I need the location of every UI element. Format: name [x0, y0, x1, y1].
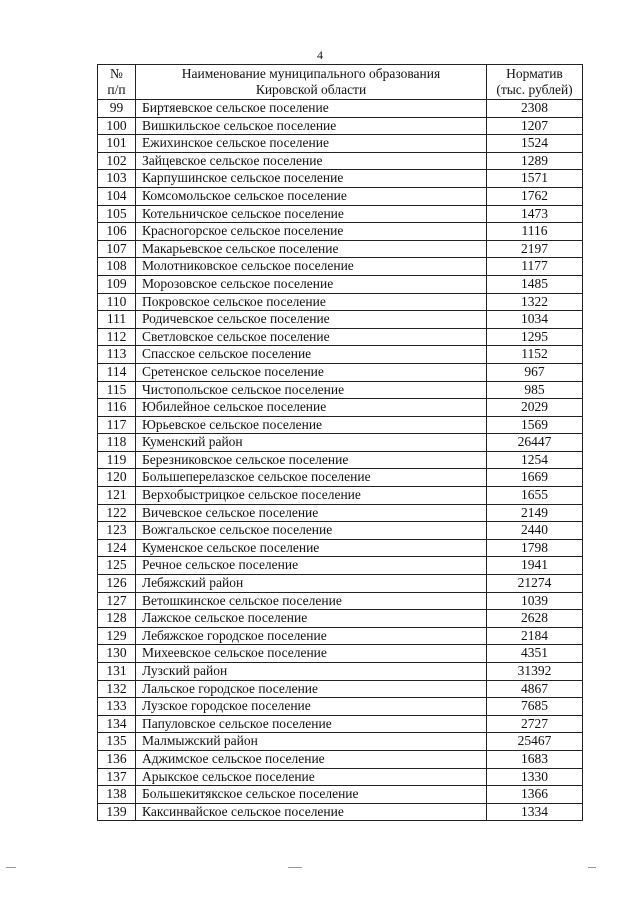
row-value: 1524 [487, 135, 583, 153]
row-value: 25467 [487, 733, 583, 751]
row-name: Куменский район [136, 434, 487, 452]
row-name: Юбилейное сельское поселение [136, 399, 487, 417]
row-number: 107 [98, 240, 136, 258]
row-value: 1683 [487, 750, 583, 768]
table-row [98, 100, 583, 118]
table-row [98, 434, 583, 452]
row-name: Комсомольское сельское поселение [136, 187, 487, 205]
row-number: 137 [98, 768, 136, 786]
row-name: Папуловское сельское поселение [136, 715, 487, 733]
row-name: Макарьевское сельское поселение [136, 240, 487, 258]
row-value: 4351 [487, 645, 583, 663]
row-name: Большеперелазское сельское поселение [136, 469, 487, 487]
header-name-text: Наименование муниципального образования Кировской области [181, 66, 441, 97]
row-value: 4867 [487, 680, 583, 698]
row-name: Чистопольское сельское поселение [136, 381, 487, 399]
page-number: 4 [317, 48, 323, 62]
row-number: 109 [98, 275, 136, 293]
row-value: 1207 [487, 117, 583, 135]
row-value: 31392 [487, 663, 583, 681]
table-row [98, 592, 583, 610]
row-number: 139 [98, 803, 136, 821]
table-row [98, 768, 583, 786]
row-name: Котельничское сельское поселение [136, 205, 487, 223]
row-value: 1798 [487, 539, 583, 557]
table-body [98, 100, 583, 821]
table-row [98, 223, 583, 241]
row-value: 967 [487, 363, 583, 381]
table-row [98, 152, 583, 170]
row-number: 110 [98, 293, 136, 311]
row-number: 133 [98, 698, 136, 716]
row-number: 101 [98, 135, 136, 153]
row-number: 120 [98, 469, 136, 487]
row-number: 132 [98, 680, 136, 698]
scan-speck-right [588, 867, 596, 868]
table-row [98, 645, 583, 663]
row-name: Лажское сельское поселение [136, 610, 487, 628]
row-value: 1116 [487, 223, 583, 241]
row-name: Вожгальское сельское поселение [136, 522, 487, 540]
row-value: 1655 [487, 487, 583, 505]
table-row [98, 803, 583, 821]
row-value: 1485 [487, 275, 583, 293]
table-row [98, 293, 583, 311]
row-name: Лебяжское городское поселение [136, 627, 487, 645]
scan-speck-center [288, 867, 302, 868]
row-name: Биртяевское сельское поселение [136, 100, 487, 118]
table-row [98, 399, 583, 417]
row-value: 1569 [487, 416, 583, 434]
row-name: Юрьевское сельское поселение [136, 416, 487, 434]
table-row [98, 311, 583, 329]
row-number: 127 [98, 592, 136, 610]
row-name: Березниковское сельское поселение [136, 451, 487, 469]
row-value: 2440 [487, 522, 583, 540]
row-number: 135 [98, 733, 136, 751]
table-row [98, 610, 583, 628]
row-name: Арыкское сельское поселение [136, 768, 487, 786]
row-value: 1034 [487, 311, 583, 329]
row-value: 1571 [487, 170, 583, 188]
row-name: Лузское городское поселение [136, 698, 487, 716]
row-name: Родичевское сельское поселение [136, 311, 487, 329]
table-row [98, 733, 583, 751]
table-row [98, 504, 583, 522]
table-row [98, 750, 583, 768]
row-value: 1254 [487, 451, 583, 469]
header-normative-text: Норматив (тыс. рублей) [496, 66, 573, 97]
row-value: 2628 [487, 610, 583, 628]
row-name: Лузский район [136, 663, 487, 681]
table-row [98, 575, 583, 593]
table-row [98, 469, 583, 487]
row-name: Молотниковское сельское поселение [136, 258, 487, 276]
table-row [98, 187, 583, 205]
row-name: Морозовское сельское поселение [136, 275, 487, 293]
row-number: 115 [98, 381, 136, 399]
row-value: 2029 [487, 399, 583, 417]
header-normative [487, 65, 583, 100]
row-name: Каксинвайское сельское поселение [136, 803, 487, 821]
row-value: 1322 [487, 293, 583, 311]
table-row [98, 715, 583, 733]
row-value: 2308 [487, 100, 583, 118]
row-number: 108 [98, 258, 136, 276]
row-number: 114 [98, 363, 136, 381]
table-row [98, 680, 583, 698]
row-number: 104 [98, 187, 136, 205]
row-number: 103 [98, 170, 136, 188]
row-number: 124 [98, 539, 136, 557]
row-name: Сретенское сельское поселение [136, 363, 487, 381]
row-number: 105 [98, 205, 136, 223]
table-row [98, 205, 583, 223]
row-value: 1366 [487, 786, 583, 804]
row-name: Вичевское сельское поселение [136, 504, 487, 522]
table-row [98, 381, 583, 399]
table-row [98, 328, 583, 346]
table-row [98, 698, 583, 716]
row-value: 985 [487, 381, 583, 399]
row-value: 1039 [487, 592, 583, 610]
row-value: 2197 [487, 240, 583, 258]
row-number: 100 [98, 117, 136, 135]
row-number: 117 [98, 416, 136, 434]
table-row [98, 663, 583, 681]
table-header-row [98, 65, 583, 100]
row-value: 1177 [487, 258, 583, 276]
row-name: Карпушинское сельское поселение [136, 170, 487, 188]
row-value: 1330 [487, 768, 583, 786]
row-number: 102 [98, 152, 136, 170]
table-row [98, 786, 583, 804]
row-name: Красногорское сельское поселение [136, 223, 487, 241]
row-number: 138 [98, 786, 136, 804]
normative-table [97, 64, 583, 821]
row-value: 1295 [487, 328, 583, 346]
row-name: Светловское сельское поселение [136, 328, 487, 346]
row-number: 123 [98, 522, 136, 540]
table-row [98, 539, 583, 557]
row-name: Речное сельское поселение [136, 557, 487, 575]
row-number: 129 [98, 627, 136, 645]
table-row [98, 451, 583, 469]
row-number: 112 [98, 328, 136, 346]
row-number: 111 [98, 311, 136, 329]
row-name: Малмыжский район [136, 733, 487, 751]
row-name: Спасское сельское поселение [136, 346, 487, 364]
row-number: 116 [98, 399, 136, 417]
row-number: 125 [98, 557, 136, 575]
table-row [98, 117, 583, 135]
row-number: 136 [98, 750, 136, 768]
table-row [98, 557, 583, 575]
row-value: 1152 [487, 346, 583, 364]
table-row [98, 170, 583, 188]
row-value: 21274 [487, 575, 583, 593]
row-name: Лальское городское поселение [136, 680, 487, 698]
table-row [98, 258, 583, 276]
row-name: Большекитякское сельское поселение [136, 786, 487, 804]
row-value: 2727 [487, 715, 583, 733]
row-number: 121 [98, 487, 136, 505]
row-name: Лебяжский район [136, 575, 487, 593]
row-name: Зайцевское сельское поселение [136, 152, 487, 170]
row-number: 113 [98, 346, 136, 364]
table-row [98, 363, 583, 381]
row-name: Вишкильское сельское поселение [136, 117, 487, 135]
scan-speck-left [6, 867, 16, 868]
row-number: 126 [98, 575, 136, 593]
row-value: 1289 [487, 152, 583, 170]
row-name: Куменское сельское поселение [136, 539, 487, 557]
row-number: 131 [98, 663, 136, 681]
row-number: 130 [98, 645, 136, 663]
row-number: 122 [98, 504, 136, 522]
row-number: 99 [98, 100, 136, 118]
row-number: 134 [98, 715, 136, 733]
row-value: 1473 [487, 205, 583, 223]
row-name: Покровское сельское поселение [136, 293, 487, 311]
row-value: 1334 [487, 803, 583, 821]
row-number: 106 [98, 223, 136, 241]
row-number: 119 [98, 451, 136, 469]
table-row [98, 627, 583, 645]
row-value: 1941 [487, 557, 583, 575]
row-value: 2149 [487, 504, 583, 522]
row-value: 2184 [487, 627, 583, 645]
row-value: 26447 [487, 434, 583, 452]
table-row [98, 346, 583, 364]
table-row [98, 416, 583, 434]
row-name: Верхобыстрицкое сельское поселение [136, 487, 487, 505]
table-row [98, 487, 583, 505]
row-value: 1762 [487, 187, 583, 205]
table-row [98, 275, 583, 293]
header-number [98, 65, 136, 100]
row-name: Михеевское сельское поселение [136, 645, 487, 663]
row-number: 118 [98, 434, 136, 452]
row-name: Ветошкинское сельское поселение [136, 592, 487, 610]
header-number-text: № п/п [107, 66, 126, 97]
table-row [98, 240, 583, 258]
header-name [136, 65, 487, 100]
table-row [98, 522, 583, 540]
row-number: 128 [98, 610, 136, 628]
table-row [98, 135, 583, 153]
row-value: 7685 [487, 698, 583, 716]
row-value: 1669 [487, 469, 583, 487]
row-name: Ежихинское сельское поселение [136, 135, 487, 153]
row-name: Аджимское сельское поселение [136, 750, 487, 768]
